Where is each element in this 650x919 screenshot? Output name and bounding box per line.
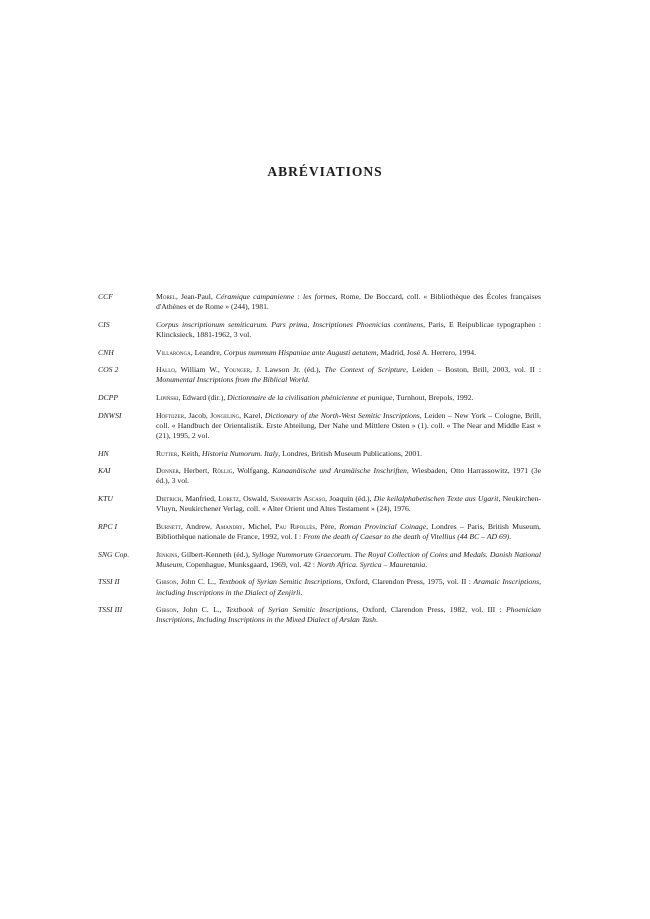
reference-text: . [509, 531, 512, 541]
abbreviation-entry [98, 320, 541, 340]
abbreviation-entry [98, 605, 541, 625]
work-title: Kanaanäische und Aramäische Inschriften [272, 466, 407, 476]
reference-text: , Oxford, Clarendon Press, 1975, vol. II : [341, 577, 474, 587]
abbreviation-reference [156, 605, 541, 625]
abbreviation-reference [156, 348, 541, 358]
abbreviation-term: RPC I [98, 521, 118, 531]
reference-text: , John C. L., [176, 577, 219, 587]
work-title: Corpus inscriptionum semiticarum. Pars prima, Inscriptiones Phoenicias continens [156, 319, 424, 329]
reference-text: , Gilbert-Kenneth (éd.), [177, 549, 252, 559]
author-name: Jenkins [156, 549, 178, 559]
abbreviation-reference [156, 393, 541, 403]
abbreviation-term: CCF [98, 292, 113, 301]
work-title: North Africa. Syrtica – Mauretania [317, 559, 426, 569]
work-title: Aramaic Inscriptions, including Inscriptions in the Dialect of Zenjirli [156, 577, 541, 597]
author-name: Röllig [212, 466, 233, 476]
author-name: Loretz [218, 494, 239, 504]
reference-text: , Neukirchen-Vluyn, Neukirchener Verlag, coll. « Alter Orient und Altes Testament » (24), 1976. [156, 494, 541, 514]
abbreviation-reference [156, 449, 541, 459]
abbreviation-term: TSSI III [98, 605, 123, 615]
abbreviation-entry [98, 365, 541, 385]
reference-text: , Karel, [239, 410, 265, 420]
work-title: Dictionnaire de la civilisation phénicienne et punique [227, 393, 393, 403]
reference-text: , Turnhout, Brepols, 1992. [392, 393, 474, 403]
abbreviation-term: CNH [98, 347, 114, 357]
work-title: The Context of Scripture [324, 365, 407, 375]
abbreviation-entry [98, 577, 541, 597]
abbreviation-term: DCPP [98, 393, 119, 403]
author-name: Hallo [156, 365, 175, 375]
author-name: Sanmartín Ascaso [270, 494, 326, 504]
author-name: Dietrich [156, 494, 182, 504]
work-title: From the death of Caesar to the death of Vitellius (44 BC – AD 69) [303, 531, 510, 541]
reference-text: , Oxford, Clarendon Press, 1982, vol. III : [356, 605, 506, 615]
author-name: Younger [223, 365, 251, 375]
abbreviation-entry [98, 466, 541, 486]
reference-text: , J. Lawson Jr. (éd.), [250, 365, 325, 375]
abbreviation-term: KAI [98, 466, 111, 476]
author-name: Gibson [156, 605, 177, 615]
reference-text: , Paris, E Reipublicae typographeo : Klincksieck, 1881-1962, 3 vol. [156, 319, 541, 339]
abbreviation-term: SNG Cop. [98, 549, 130, 559]
abbreviation-entry [98, 494, 541, 514]
abbreviation-reference [156, 550, 541, 570]
reference-text: , Leandre, [190, 347, 224, 357]
abbreviation-entry [98, 411, 541, 441]
work-title: Textbook of Syrian Semitic Inscriptions [218, 577, 342, 587]
page-title: ABRÉVIATIONS [267, 164, 383, 180]
work-title: Historia Numorum. Italy [202, 448, 279, 458]
reference-text: , Leiden – Boston, Brill, 2003, vol. II : [406, 365, 542, 375]
reference-text: , William W., [174, 365, 224, 375]
reference-text: , Jacob, [184, 410, 211, 420]
abbreviation-term: CIS [98, 319, 110, 329]
work-title: Dictionary of the North-West Semitic Inscriptions [264, 410, 420, 420]
reference-text: , Copenhague, Munksgaard, 1969, vol. 42 : [182, 559, 317, 569]
abbreviation-reference [156, 411, 541, 441]
abbreviation-reference [156, 320, 541, 340]
abbreviation-term: TSSI II [98, 577, 120, 587]
abbreviation-entry [98, 522, 541, 542]
author-name: Burnett [156, 521, 181, 531]
work-title: Die keilalphabetischen Texte aus Ugarit [373, 494, 499, 504]
author-name: Amandry [215, 521, 243, 531]
reference-text: , Rome, De Boccard, coll. « Bibliothèque des Écoles françaises d'Athènes et de Rome » (244), 1981. [156, 292, 541, 312]
work-title: Phoenician Inscriptions, Including Inscriptions in the Mixed Dialect of Arslan Tash [156, 605, 541, 625]
reference-text: , Oswald, [238, 494, 271, 504]
abbreviation-term: KTU [98, 494, 113, 504]
abbreviation-entry [98, 348, 541, 358]
reference-text: . [300, 587, 303, 597]
author-name: Villaronga [156, 347, 191, 357]
reference-text: , Père, [315, 521, 340, 531]
reference-text: . [425, 559, 428, 569]
work-title: Corpus nummum Hispaniae ante Augusti aetatem [223, 347, 377, 357]
reference-text: , Madrid, José A. Herrero, 1994. [376, 347, 477, 357]
author-name: Jongeling [210, 410, 240, 420]
abbreviation-reference [156, 494, 541, 514]
author-name: Pau Ripollès [275, 521, 316, 531]
abbreviation-entry [98, 550, 541, 570]
abbreviation-entry [98, 449, 541, 459]
reference-text: , Leiden – New York – Cologne, Brill, coll. « Handbuch der Orientalistik. Erste Abteilung, Der Nahe und Mittlere Osten » (1). coll. « The Near and Middle East » (21), 1995, 2 vol. [156, 410, 541, 440]
abbreviation-entry [98, 393, 541, 403]
reference-text: , Joaquín (éd.), [325, 494, 374, 504]
abbreviation-term: HN [98, 448, 109, 458]
reference-text: , Londres – Paris, British Museum, Bibliothèque nationale de France, 1992, vol. I : [156, 521, 541, 541]
work-title: Céramique campanienne : les formes [215, 292, 336, 301]
author-name: Hoftijzer [156, 410, 185, 420]
reference-text: . [307, 375, 310, 385]
author-name: Rutter [156, 448, 178, 458]
author-name: Donner [156, 466, 179, 476]
abbreviation-entry [98, 292, 541, 312]
reference-text: , Manfried, [181, 494, 219, 504]
author-name: Morel [156, 292, 176, 301]
author-name: Gibson [156, 577, 177, 587]
reference-text: , Michel, [242, 521, 276, 531]
reference-text: , Keith, [177, 448, 203, 458]
abbreviation-list [98, 292, 541, 633]
work-title: Roman Provincial Coinage [339, 521, 427, 531]
reference-text: , Andrew, [180, 521, 216, 531]
reference-text: , Wolfgang, [232, 466, 273, 476]
reference-text: , Edward (dir.), [178, 393, 228, 403]
abbreviation-term: COS 2 [98, 365, 119, 375]
work-title: Textbook of Syrian Semitic Inscriptions [225, 605, 357, 615]
reference-text: , Londres, British Museum Publications, 2001. [278, 448, 422, 458]
abbreviation-reference [156, 522, 541, 542]
abbreviation-reference [156, 292, 541, 312]
reference-text: , Herbert, [178, 466, 213, 476]
abbreviation-term: DNWSI [98, 410, 122, 420]
author-name: Lipiński [156, 393, 179, 403]
abbreviation-reference [156, 365, 541, 385]
abbreviation-reference [156, 466, 541, 486]
work-title: Monumental Inscriptions from the Biblical World [156, 375, 308, 385]
work-title: Sylloge Nummorum Graecorum. The Royal Collection of Coins and Medals. Danish National Museum [156, 549, 541, 569]
reference-text: . [375, 615, 378, 625]
reference-text: , Wiesbaden, Otto Harrassowitz, 1971 (3e éd.), 3 vol. [156, 466, 542, 486]
reference-text: , John C. L., [176, 605, 226, 615]
reference-text: , Jean-Paul, [175, 292, 216, 301]
abbreviation-reference [156, 577, 541, 597]
